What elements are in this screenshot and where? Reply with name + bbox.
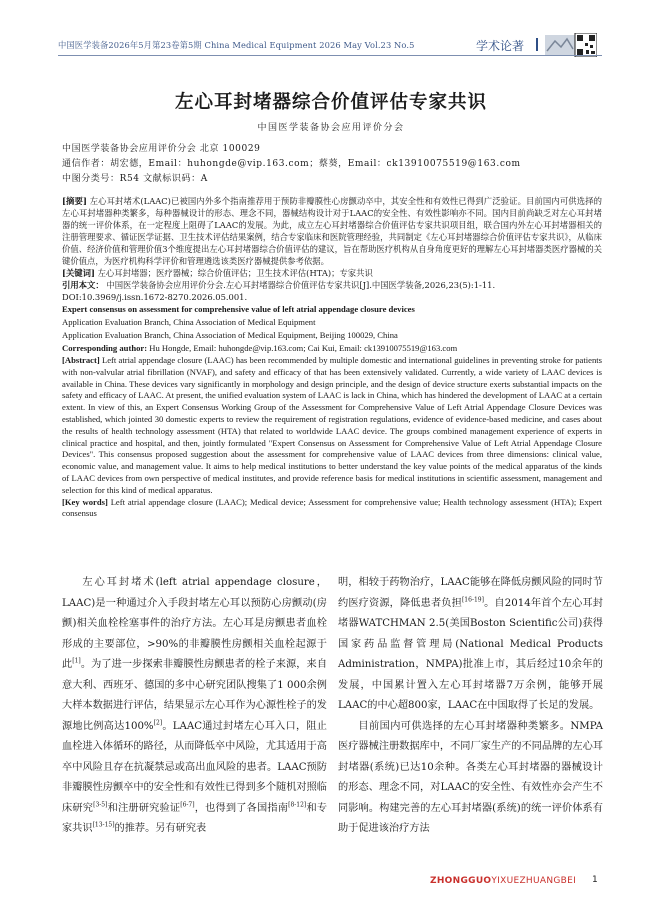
keywords-label: [关键词] <box>62 268 95 278</box>
body-text: 。为了进一步探索非瓣膜性房颤患者的栓子来源，来自意大利、西班牙、德国的多中心研究团队搜集了1 000余例大样本数据进行评估，结果显示左心耳作为心源性栓子的发源地比例高达100% <box>62 659 328 732</box>
correspondence: 通信作者：胡宏德，Email：huhongde@vip.163.com；蔡葵，Email：ck13910075519@163.com <box>62 159 521 169</box>
body-text: 。LAAC通过封堵左心耳入口，阻止血栓进入体循环的路径，从而降低卒中风险，尤其适用于高卒中风险且存在抗凝禁忌或高出血风险的患者。LAAC预防非瓣膜性房颤卒中的安全性和有效性已得到多个随机对照临床研究 <box>62 720 327 814</box>
body-text: 和专家共识 <box>62 802 328 834</box>
header-divider-bar <box>536 38 538 51</box>
chinese-abstract <box>62 195 602 267</box>
english-affiliation: Application Evaluation Branch, China Association of Medical Equipment, Beijing 100029, China <box>62 330 398 340</box>
page-number: 1 <box>592 875 598 885</box>
english-abstract-label: [Abstract] <box>62 355 100 365</box>
section-label: 学术论著 <box>476 39 525 53</box>
english-abstract <box>62 355 602 497</box>
article-byline: 中国医学装备协会应用评价分会 <box>257 123 405 133</box>
corresponding-text: Hu Hongde, Email: huhongde@vip.163.com; Cai Kui, Email: ck13910075519@163.com <box>149 343 458 353</box>
body-text: 的推荐。另有研究表 <box>114 823 207 834</box>
classification: 中图分类号：R54 文献标识码：A <box>62 174 208 184</box>
body-text: 和注册研究验证 <box>107 802 181 814</box>
keywords-text: 左心耳封堵器；医疗器械；综合价值评估；卫生技术评估(HTA)；专家共识 <box>97 268 373 278</box>
header-rule <box>58 55 602 56</box>
body-text: ，也得到了各国指南 <box>194 802 289 814</box>
reference-marker: [16-19] <box>461 596 484 604</box>
citation-text: 中国医学装备协会应用评价分会.左心耳封堵器综合价值评估专家共识[J].中国医学装备,2026,23(5):1-11. <box>106 280 496 290</box>
body-paragraph <box>62 573 327 840</box>
citation <box>62 279 602 291</box>
doi: DOI:10.3969/j.issn.1672-8270.2026.05.001. <box>62 292 248 302</box>
reference-marker: [3-5] <box>93 801 108 809</box>
reference-marker: [6-7] <box>180 801 195 809</box>
english-abstract-text: Left atrial appendage closure (LAAC) has been recommended by multiple domestic and international guidelines in preventing stroke for patients with non-valvular atrial fibrillation (NVAF), and safety and efficacy of that has been extensively validated. Currently, a wide variety of LAAC devices is available in China. These devices vary significantly in morphology and design principle, and the design of device structure exerts substantial impacts on the safety and efficacy of LAAC. At present, the unified evaluation system of LAAC is lack in China, which has hindered the development of LAAC at a certain extent. In view of this, an Expert Consensus Working Group of the Assessment for Comprehensive Value of Left Atrial Appendage Closure Devices was established, which jointed 30 domestic experts to review the requirement of registration regulations, evidence of evidence-based medicine, and cases about the results of health technology assessment (HTA) that related to worldwide LAAC device. The groups combined management experience of experts in clinical practice and hospital, and then, jointly formulated "Expert Consensus on Assessment for Comprehensive Value of Left Atrial Appendage Closure Devices". This consensus proposed suggestion about the assessment for comprehensive value of LAAC devices from three dimensions: clinical value, economic value, and management value. It aims to help medical institutions to better understand the key value points of the medical apparatus of the kinds of LAAC devices from own perspective of medical institutes, and provide reference basis for medical institutions in scientific assessment, management and selection for this kind of medical apparatus. <box>62 355 602 495</box>
english-keywords-text: Left atrial appendage closure (LAAC); Medical device; Assessment for comprehensive value; Health technology assessment (HTA); Expert consensus <box>62 496 602 519</box>
article-title: 左心耳封堵器综合价值评估专家共识 <box>174 92 487 113</box>
english-author: Application Evaluation Branch, China Association of Medical Equipment <box>62 317 316 327</box>
footer-brand-a: ZHONGGUO <box>430 876 492 886</box>
abstract-text: 左心耳封堵术(LAAC)已被国内外多个指南推荐用于预防非瓣膜性心房颤动卒中，其安全性和有效性已得到广泛验证。目前国内可供选择的左心耳封堵器种类繁多，每种器械设计的形态、理念不同，器械结构设计对于LAAC的安全性、有效性影响亦不同。国内目前尚缺乏对左心耳封堵器的统一评价体系，在一定程度上阻碍了LAAC的发展。为此，成立左心耳封堵器综合价值评估专家共识项目组，联合国内外左心耳封堵器相关的注册管理要求、循证医学证据、卫生技术评估结果案例，结合专家临床和医院管理经验，共同制定《左心耳封堵器综合价值评估专家共识》，从临床价值、经济价值和管理价值3个维度提出左心耳封堵器综合价值评估的建议，旨在帮助医疗机构从自身角度更好的理解左心耳封堵器类医疗器械的关键价值点，为医疗机构科学评价和管理遴选该类医疗器械提供参考依据。 <box>62 196 602 266</box>
english-title: Expert consensus on assessment for comprehensive value of left atrial appendage closure devices <box>62 304 415 314</box>
body-text: 明，相较于药物治疗，LAAC能够在降低房颤风险的同时节约医疗资源，降低患者负担 <box>338 577 603 609</box>
body-column-right <box>338 573 603 840</box>
corresponding-label: Corresponding author: <box>62 343 148 353</box>
reference-marker: [13-15] <box>92 821 115 829</box>
reference-marker: [8-12] <box>288 801 307 809</box>
chinese-abstract-block <box>62 195 602 520</box>
english-keywords-label: [Key words] <box>62 496 108 507</box>
body-paragraph: 目前国内可供选择的左心耳封堵器种类繁多。NMPA医疗器械注册数据库中，不同厂家生产的不同品牌的左心耳封堵器(系统)已达10余种。各类左心耳封堵器的器械设计的形态、理念不同，对LAAC的安全性、有效性亦会产生不同影响。构建完善的左心耳封堵器(系统)的统一评价体系有助于促进该治疗方法 <box>338 720 603 834</box>
affiliation: 中国医学装备协会应用评价分会 北京 100029 <box>62 144 261 154</box>
body-text: 。自2014年首个左心耳封堵器WATCHMAN 2.5(美国Boston Scientific公司)获得国家药品监督管理局(National Medical Products Administration，NMPA)批准上市，其后经过10余年的发展，中国累计置入左心耳封堵器7万余例，能够开展LAAC的中心超800家，LAAC在中国取得了长足的发展。 <box>338 597 603 711</box>
body-paragraph <box>338 573 603 717</box>
qr-code-icon <box>545 33 597 57</box>
english-keywords <box>62 497 602 521</box>
citation-label: 引用本文： <box>62 280 104 290</box>
chinese-keywords <box>62 267 602 279</box>
footer-brand <box>430 876 576 886</box>
english-corresponding <box>62 342 602 355</box>
abstract-label: [摘要] <box>62 196 87 206</box>
journal-header: 中国医学装备2026年5月第23卷第5期 China Medical Equipment 2026 May Vol.23 No.5 <box>58 40 415 50</box>
body-text: 左心耳封堵术(left atrial appendage closure，LAAC)是一种通过介入手段封堵左心耳以预防心房颤动(房颤)相关血栓栓塞事件的治疗方法。左心耳是房颤患者血栓形成的主要部位，>90%的非瓣膜性房颤相关血栓起源于此 <box>62 577 327 670</box>
reference-marker: [1] <box>72 657 81 665</box>
body-column-left <box>62 573 327 840</box>
footer-brand-b: YIXUEZHUANGBEI <box>491 876 577 886</box>
reference-marker: [2] <box>153 719 163 727</box>
